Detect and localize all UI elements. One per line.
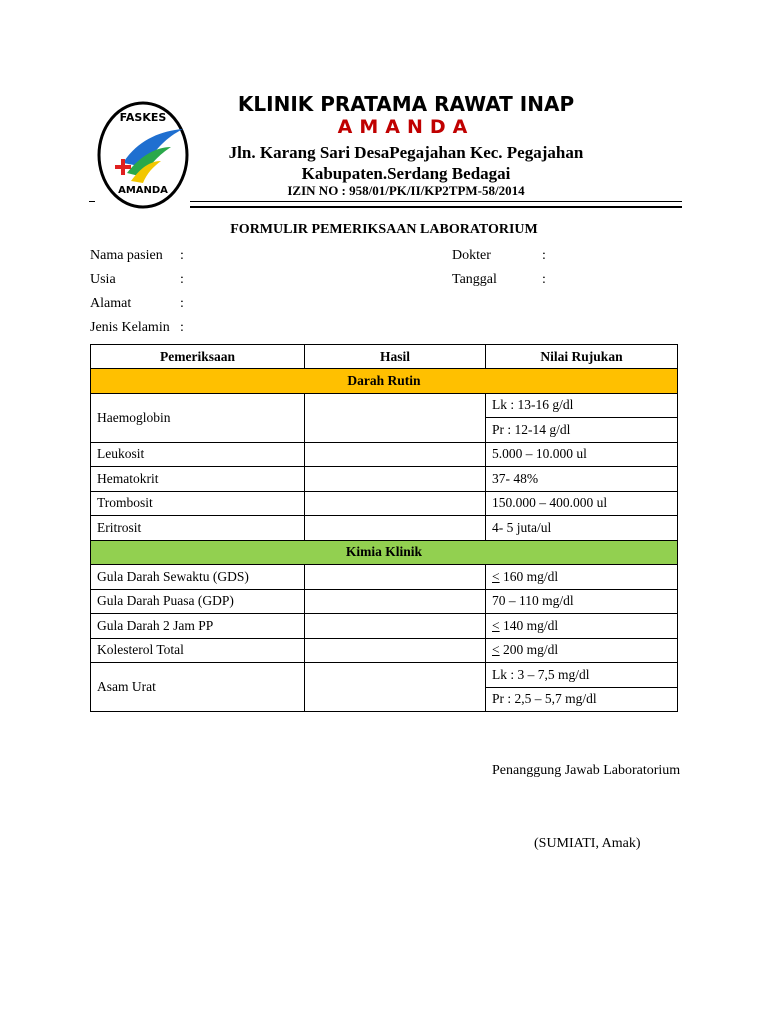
- le-symbol: <: [492, 617, 500, 633]
- field-colon: :: [180, 296, 184, 311]
- signature-name: (SUMIATI, Amak): [534, 836, 641, 851]
- field-colon: :: [180, 320, 184, 335]
- field-colon: :: [180, 248, 184, 263]
- result-cell[interactable]: [305, 393, 486, 442]
- exam-name: Leukosit: [91, 442, 305, 467]
- result-cell[interactable]: [305, 516, 486, 541]
- divider-tick: [89, 201, 95, 202]
- reference-value: [486, 565, 678, 590]
- table-row: [91, 516, 678, 541]
- logo-text-bottom: AMANDA: [118, 185, 168, 196]
- result-cell[interactable]: [305, 638, 486, 663]
- table-row: [91, 589, 678, 614]
- reference-value: [486, 638, 678, 663]
- section-row: [91, 369, 678, 394]
- reference-text: 200 mg/dl: [499, 642, 559, 658]
- signature-role: Penanggung Jawab Laboratorium: [492, 763, 681, 778]
- reference-value: Lk : 13-16 g/dl: [486, 393, 678, 418]
- le-symbol: <: [492, 642, 500, 658]
- field-colon: :: [542, 272, 546, 287]
- table-row: [91, 565, 678, 590]
- form-title: FORMULIR PEMERIKSAAN LABORATORIUM: [230, 222, 538, 237]
- field-colon: :: [542, 248, 546, 263]
- clinic-name: AMANDA: [337, 116, 475, 138]
- logo-text-top: FASKES: [119, 111, 167, 124]
- exam-name: Asam Urat: [91, 663, 305, 712]
- table-row: [91, 393, 678, 418]
- field-label: Dokter: [452, 248, 491, 263]
- reference-value: Lk : 3 – 7,5 mg/dl: [486, 663, 678, 688]
- clinic-address: [0, 142, 768, 184]
- reference-value: 5.000 – 10.000 ul: [486, 442, 678, 467]
- clinic-title: KLINIK PRATAMA RAWAT INAP: [237, 92, 575, 116]
- field-label: Tanggal: [452, 272, 497, 287]
- table-row: [91, 467, 678, 492]
- header-divider-thin: [190, 201, 682, 202]
- permit-number: IZIN NO : 958/01/PK/II/KP2TPM-58/2014: [287, 183, 525, 198]
- result-cell[interactable]: [305, 589, 486, 614]
- reference-value: Pr : 2,5 – 5,7 mg/dl: [486, 687, 678, 712]
- reference-value: [486, 614, 678, 639]
- exam-name: Haemoglobin: [91, 393, 305, 442]
- reference-value: 70 – 110 mg/dl: [486, 589, 678, 614]
- reference-text: 160 mg/dl: [499, 568, 559, 584]
- result-cell[interactable]: [305, 467, 486, 492]
- field-label: Alamat: [90, 296, 132, 311]
- field-label: Usia: [90, 272, 116, 287]
- address-line-1: Jln. Karang Sari DesaPegajahan Kec. Pegajahan: [228, 143, 584, 162]
- header-nilai-rujukan: Nilai Rujukan: [486, 345, 678, 369]
- header-pemeriksaan: Pemeriksaan: [91, 345, 305, 369]
- exam-name: Gula Darah Sewaktu (GDS): [91, 565, 305, 590]
- le-symbol: <: [492, 568, 500, 584]
- section-row: [91, 540, 678, 565]
- lab-results-table: [90, 344, 678, 712]
- exam-name: Kolesterol Total: [91, 638, 305, 663]
- exam-name: Gula Darah 2 Jam PP: [91, 614, 305, 639]
- header-hasil: Hasil: [305, 345, 486, 369]
- table-row: [91, 491, 678, 516]
- section-kimia-klinik: Kimia Klinik: [91, 540, 678, 565]
- result-cell[interactable]: [305, 614, 486, 639]
- address-line-2: Kabupaten.Serdang Bedagai: [301, 164, 511, 183]
- section-darah-rutin: Darah Rutin: [91, 369, 678, 394]
- exam-name: Trombosit: [91, 491, 305, 516]
- table-row: [91, 442, 678, 467]
- result-cell[interactable]: [305, 442, 486, 467]
- table-row: [91, 638, 678, 663]
- result-cell[interactable]: [305, 565, 486, 590]
- reference-value: 150.000 – 400.000 ul: [486, 491, 678, 516]
- reference-value: 4- 5 juta/ul: [486, 516, 678, 541]
- field-label: Nama pasien: [90, 248, 163, 263]
- table-header-row: [91, 345, 678, 369]
- reference-value: 37- 48%: [486, 467, 678, 492]
- reference-text: 140 mg/dl: [499, 617, 559, 633]
- field-label: Jenis Kelamin: [90, 320, 170, 335]
- result-cell[interactable]: [305, 663, 486, 712]
- table-row: [91, 663, 678, 688]
- exam-name: Gula Darah Puasa (GDP): [91, 589, 305, 614]
- result-cell[interactable]: [305, 491, 486, 516]
- field-colon: :: [180, 272, 184, 287]
- reference-value: Pr : 12-14 g/dl: [486, 418, 678, 443]
- exam-name: Eritrosit: [91, 516, 305, 541]
- table-row: [91, 614, 678, 639]
- exam-name: Hematokrit: [91, 467, 305, 492]
- header-divider-thick: [190, 206, 682, 208]
